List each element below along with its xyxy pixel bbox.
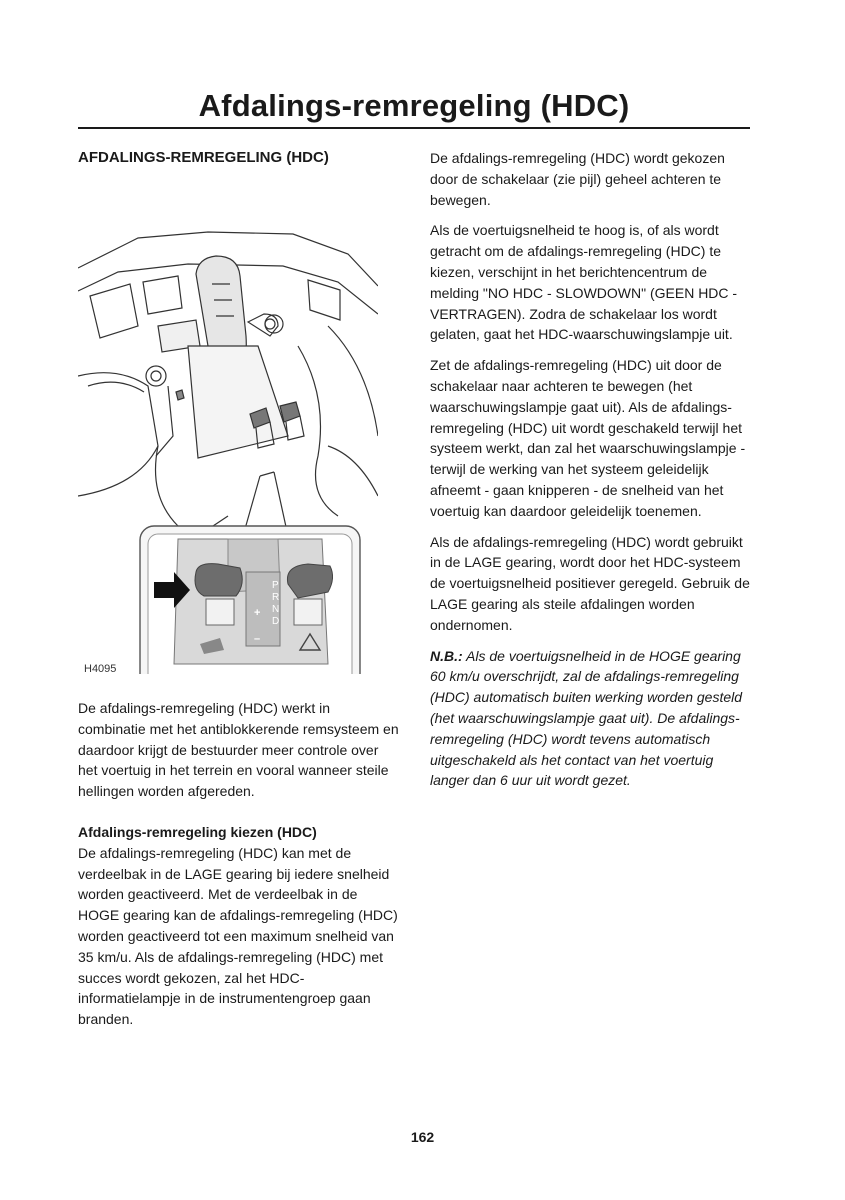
subheading-select: Afdalings-remregeling kiezen (HDC) bbox=[78, 823, 317, 840]
page-title: Afdalings-remregeling (HDC) bbox=[198, 88, 630, 123]
note-label: N.B.: bbox=[430, 647, 463, 664]
section-heading: AFDALINGS-REMREGELING (HDC) bbox=[78, 149, 329, 166]
left-column bbox=[78, 148, 400, 1030]
paragraph-1: De afdalings-remregeling (HDC) wordt gekozen door de schakelaar (zie pijl) geheel achteren te bewegen. bbox=[430, 150, 725, 208]
hdc-switch-illustration bbox=[78, 196, 378, 674]
gear-letter-r: R bbox=[272, 592, 280, 603]
minus-sign: – bbox=[254, 633, 261, 645]
gear-letter-n: N bbox=[272, 604, 280, 615]
plus-sign: + bbox=[254, 607, 261, 619]
note-text: Als de voertuigsnelheid in de HOGE gearing 60 km/u overschrijdt, zal de afdalings-remregeling (HDC) automatisch buiten werking worden gesteld (het waarschuwingslampje gaat uit). De afdalings-remregeling (HDC) wordt tevens automatisch uitgeschakeld als het contact van het voertuig langer dan 6 uur uit wordt gezet. bbox=[430, 647, 743, 789]
right-column bbox=[430, 148, 752, 791]
gear-letter-p: P bbox=[272, 580, 279, 591]
paragraph-3: Zet de afdalings-remregeling (HDC) uit door de schakelaar naar achteren te bewegen (het waarschuwingslampje gaat uit). Als de afdalings-remregeling (HDC) uit wordt geschakeld terwijl het systeem werkt, dan zal het waarschuwingslampje - terwijl de werking van het systeem geleidelijk afneemt - gaan knipperen - de snelheid van het voertuig kan daardoor geleidelijk toenemen. bbox=[430, 357, 746, 519]
paragraph-4: Als de afdalings-remregeling (HDC) wordt gebruikt in de LAGE gearing, wordt door het HDC-systeem de voertuigsnelheid positiever geregeld. Gebruik de LAGE gearing als steile afdalingen worden ondernomen. bbox=[430, 533, 750, 633]
gear-letter-d: D bbox=[272, 616, 280, 627]
console-drawing bbox=[78, 196, 378, 674]
title-rule bbox=[78, 127, 750, 129]
select-paragraph: De afdalings-remregeling (HDC) kan met de verdeelbak in de LAGE gearing bij iedere snelheid worden geactiveerd. Met de verdeelbak in de HOGE gearing kan de afdalings-remregeling (HDC) worden geactiveerd tot een maximum snelheid van 35 km/u. Als de afdalings-remregeling (HDC) met succes wordt gekozen, zal het HDC-informatielampje in de instrumentengroep gaan branden. bbox=[78, 844, 398, 1028]
paragraph-2: Als de voertuigsnelheid te hoog is, of als wordt getracht om de afdalings-remregeling (HDC) te kiezen, verschijnt in het berichtencentrum de melding "NO HDC - SLOWDOWN" (GEEN HDC - VERTRAGEN). Zodra de schakelaar los wordt gelaten, gaat het HDC-waarschuwingslampje uit. bbox=[430, 222, 738, 343]
figure-code: H4095 bbox=[84, 663, 117, 675]
intro-paragraph: De afdalings-remregeling (HDC) werkt in combinatie met het antiblokkerende remsysteem en daardoor krijgt de bestuurder meer controle over het voertuig in het terrein en vooral wanneer steile hellingen worden afgereden. bbox=[78, 700, 399, 800]
page-number: 162 bbox=[410, 1129, 435, 1145]
note-paragraph bbox=[430, 646, 752, 792]
